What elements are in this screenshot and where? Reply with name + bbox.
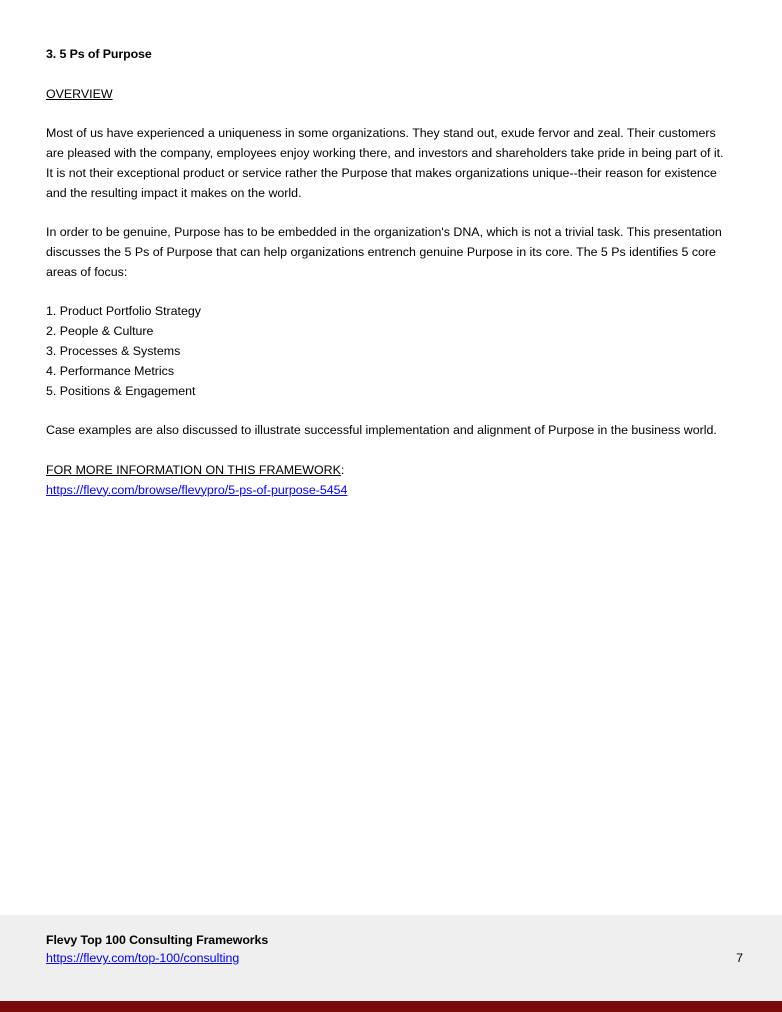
- page-footer: [0, 915, 782, 1001]
- more-info-link-row: [46, 481, 736, 501]
- footer-title: Flevy Top 100 Consulting Frameworks: [46, 933, 269, 947]
- list-item: 4. Performance Metrics: [46, 363, 175, 378]
- section-heading: 3. 5 Ps of Purpose: [46, 47, 152, 61]
- more-info-heading: [46, 461, 736, 481]
- framework-link[interactable]: https://flevy.com/browse/flevypro/5-ps-of-purpose-5454: [46, 482, 348, 497]
- paragraph-case-examples: Case examples are also discussed to illustrate successful implementation and alignment of Purpose in the business world.: [46, 423, 717, 438]
- list-item: 1. Product Portfolio Strategy: [46, 304, 201, 319]
- overview-label: OVERVIEW: [46, 86, 113, 101]
- more-info-label: FOR MORE INFORMATION ON THIS FRAMEWORK: [46, 462, 341, 477]
- list-item: 3. Processes & Systems: [46, 343, 181, 358]
- page-content: [46, 45, 736, 500]
- paragraph-uniqueness: Most of us have experienced a uniqueness in some organizations. They stand out, exude fervor and zeal. Their customers are pleased with the company, employees enjoy working there, and investors and shareholders take pride in being part of it.: [46, 126, 724, 160]
- page-number: 7: [736, 951, 743, 965]
- paragraph-genuine: In order to be genuine, Purpose has to be embedded in the organization's DNA, which is not a trivial task. This presentation discusses the 5 Ps of Purpose that can help organizations entrench genuine Purpose in its core. The 5 Ps identifies 5 core areas of focus:: [46, 225, 722, 279]
- list-item: 5. Positions & Engagement: [46, 383, 196, 398]
- footer-link[interactable]: https://flevy.com/top-100/consulting: [46, 951, 240, 965]
- more-info-colon: :: [340, 462, 345, 477]
- bottom-accent-bar: [0, 1001, 782, 1012]
- list-item: 2. People & Culture: [46, 324, 154, 339]
- focus-areas-list: [46, 302, 736, 401]
- paragraph-purpose: It is not their exceptional product or service rather the Purpose that makes organizations unique--their reason for existence and the resulting impact it makes on the world.: [46, 165, 717, 200]
